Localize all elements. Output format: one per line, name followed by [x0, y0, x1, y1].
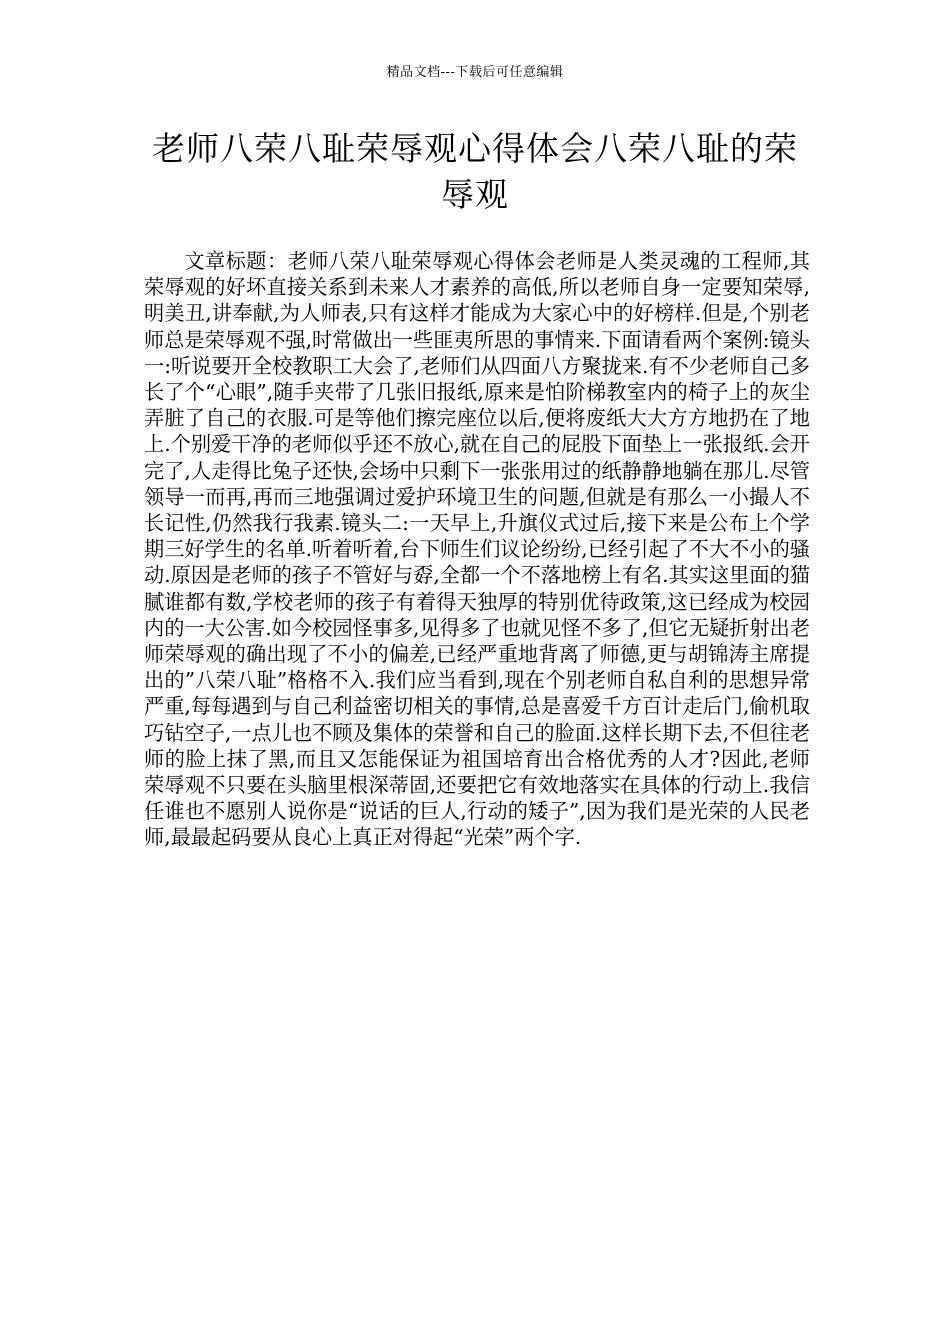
page-header: 精品文档---下载后可任意编辑 — [386, 65, 564, 80]
document-title: 老师八荣八耻荣辱观心得体会八荣八耻的荣辱观 — [152, 129, 798, 214]
document-body: 文章标题：老师八荣八耻荣辱观心得体会老师是人类灵魂的工程师,其荣辱观的好坏直接关系到未来人才素养的高低,所以老师自身一定要知荣辱,明美丑,讲奉献,为人师表,只有这样才能成为大家心中的好榜样.但是,个别老师总是荣辱观不强,时常做出一些匪夷所思的事情来.下面请看两个案例:镜头一:听说要开全校教职工大会了,老师们从四面八方聚拢来.有不少老师自己多长了个“心眼”,随手夹带了几张旧报纸,原来是怕阶梯教室内的椅子上的灰尘弄脏了自己的衣服.可是等他们擦完座位以后,便将废纸大大方方地扔在了地上.个别爱干净的老师似乎还不放心,就在自己的屁股下面垫上一张报纸.会开完了,人走得比兔子还快,会场中只剩下一张张用过的纸静静地躺在那儿.尽管领导一而再,再而三地强调过爱护环境卫生的问题,但就是有那么一小撮人不长记性,仍然我行我素.镜头二:一天早上,升旗仪式过后,接下来是公布上个学期三好学生的名单.听着听着,台下师生们议论纷纷,已经引起了不大不小的骚动.原因是老师的孩子不管好与孬,全都一个不落地榜上有名.其实这里面的猫腻谁都有数,学校老师的孩子有着得天独厚的特别优待政策,这已经成为校园内的一大公害.如今校园怪事多,见得多了也就见怪不多了,但它无疑折射出老师荣辱观的确出现了不小的偏差,已经严重地背离了师德,更与胡锦涛主席提出的”八荣八耻”格格不入.我们应当看到,现在个别老师自私自利的思想异常严重,每每遇到与自己利益密切相关的事情,总是喜爱千方百计走后门,偷机取巧钻空子,一点儿也不顾及集体的荣誉和自己的脸面.这样长期下去,不但往老师的脸上抹了黑,而且又怎能保证为祖国培育出合格优秀的人才?因此,老师荣辱观不只要在头脑里根深蒂固,还要把它有效地落实在具体的行动上.我信任谁也不愿别人说你是“说话的巨人,行动的矮子”,因为我们是光荣的人民老师,最最起码要从良心上真正对得起“光荣”两个字. — [144, 249, 810, 850]
